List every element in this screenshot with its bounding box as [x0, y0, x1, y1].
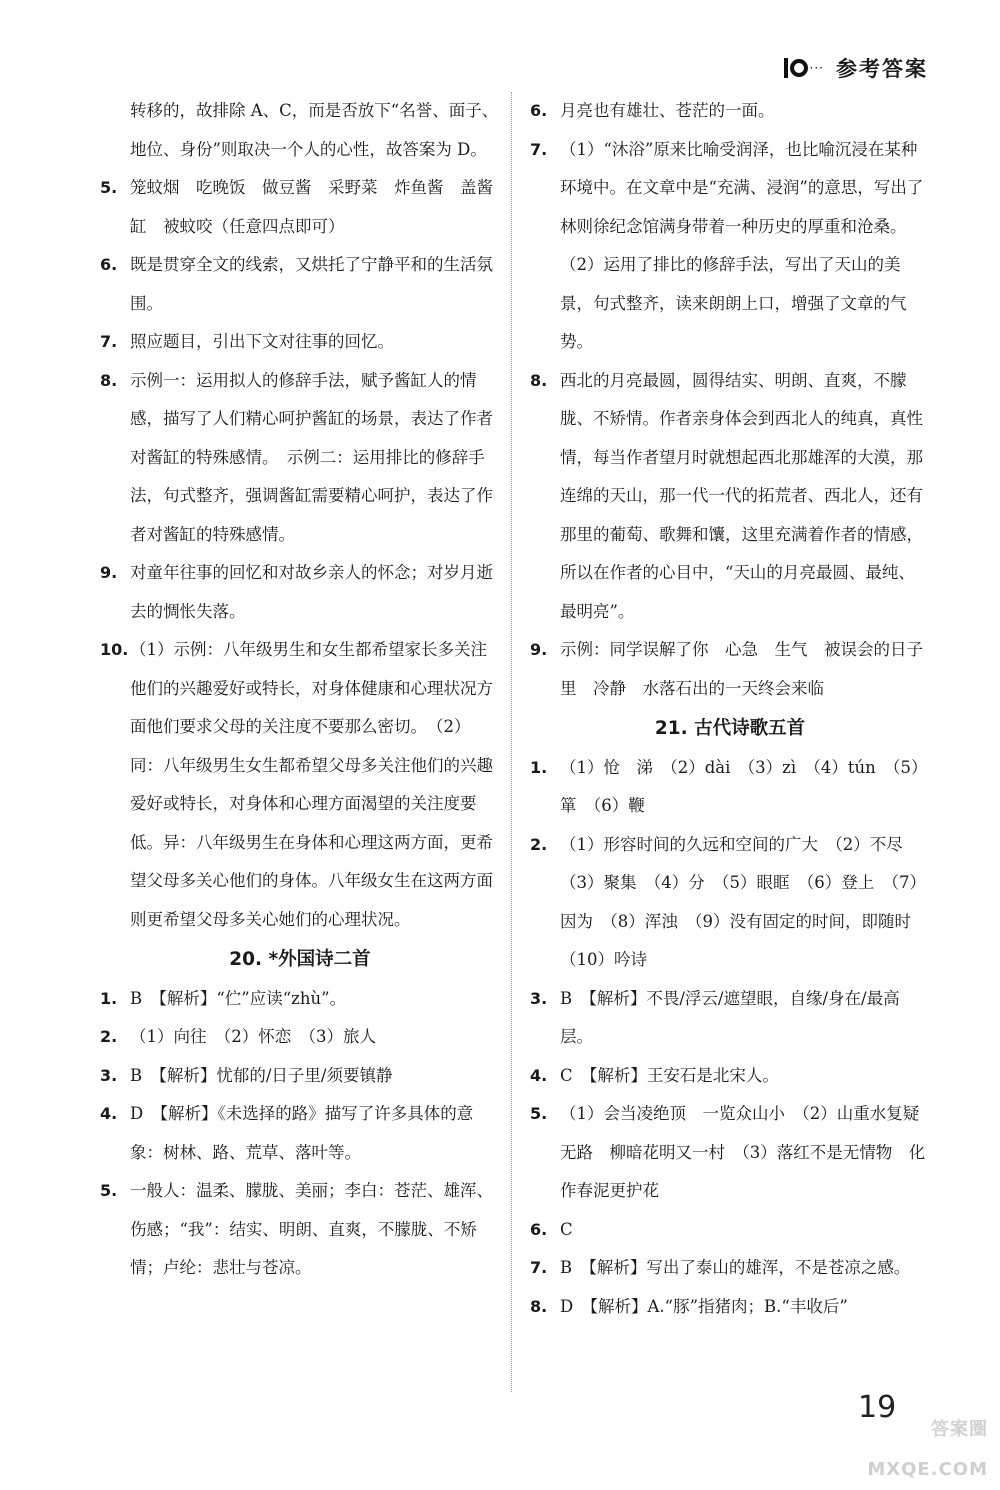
answer-text: 西北的月亮最圆，圆得结实、明朗、直爽，不朦胧、不矫情。作者亲身体会到西北人的纯真，真性情，每当作者望月时就想起西北那雄浑的大漠，那连绵的天山，那一代一代的拓荒者、西北人，还有那里的葡萄、歌舞和馕，这里充满着作者的情感，所以在作者的心目中，“天山的月亮最圆、最纯、最明亮”。	[560, 370, 923, 621]
answer-text: C 【解析】王安石是北宋人。	[560, 1065, 779, 1085]
question-number: 10.	[100, 640, 129, 659]
question-number: 6.	[530, 101, 548, 120]
answer-text: 月亮也有雄壮、苍茫的一面。	[560, 101, 775, 120]
answer-text: B 【解析】忧郁的/日子里/须要镇静	[130, 1065, 393, 1085]
right-column	[530, 92, 930, 1326]
answer-continuation: 转移的，故排除 A、C，而是否放下“名誉、面子、地位、身份”则取决一个人的心性，故答案为 D。	[130, 101, 499, 159]
question-number: 9.	[530, 640, 548, 659]
answer-text: （1）怆 涕 （2）dài （3）zì （4）tún （5）箪 （6）鞭	[560, 757, 928, 815]
page-header	[784, 54, 928, 82]
answer-item	[100, 362, 500, 555]
answer-text: B 【解析】“伫”应读“zhù”。	[130, 988, 347, 1008]
answer-item	[530, 92, 930, 131]
question-number: 7.	[530, 1258, 548, 1277]
answer-item	[100, 1172, 500, 1288]
book-logo-icon: ···	[784, 58, 824, 78]
answer-text: （1）会当凌绝顶 一览众山小 （2）山重水复疑无路 柳暗花明又一村 （3）落红不是无情物 化作春泥更护花	[560, 1104, 926, 1200]
answer-text: 示例：同学误解了你 心急 生气 被误会的日子里 冷静 水落石出的一天终会来临	[560, 640, 923, 698]
question-number: 5.	[530, 1104, 548, 1123]
question-number: 5.	[100, 178, 118, 197]
answer-text: D 【解析】A.“豚”指猪肉；B.“丰收后”	[560, 1296, 848, 1316]
answer-item	[530, 980, 930, 1057]
answer-text: 对童年往事的回忆和对故乡亲人的怀念；对岁月逝去的惆怅失落。	[130, 563, 493, 621]
answer-item	[530, 1095, 930, 1211]
answer-item	[530, 131, 930, 362]
question-number: 7.	[530, 139, 548, 159]
answer-item	[530, 749, 930, 826]
answer-text: D 【解析】《未选择的路》描写了许多具体的意象：树林、路、荒草、落叶等。	[130, 1104, 474, 1162]
section-title: 21. 古代诗歌五首	[654, 718, 806, 739]
answer-text: 示例一：运用拟人的修辞手法，赋予酱缸人的情感，描写了人们精心呵护酱缸的场景，表达了作者对酱缸的特殊感情。 示例二：运用排比的修辞手法，句式整齐，强调酱缸需要精心呵护，表达了作者对酱缸的特殊感情。	[130, 370, 493, 544]
page-number: 19	[858, 1390, 897, 1425]
answer-item	[100, 169, 500, 246]
question-number: 1.	[100, 988, 118, 1008]
answer-item	[100, 1057, 500, 1096]
answer-item	[100, 631, 500, 939]
question-number: 2.	[530, 834, 548, 854]
question-number: 9.	[100, 563, 118, 582]
answer-item	[530, 631, 930, 708]
answer-item	[530, 1211, 930, 1250]
question-number: 4.	[100, 1104, 118, 1123]
question-number: 8.	[530, 370, 548, 390]
question-number: 3.	[100, 1065, 118, 1085]
question-number: 7.	[100, 332, 118, 351]
answer-item	[100, 1018, 500, 1057]
answer-item	[530, 1249, 930, 1288]
answer-text: （1）形容时间的久远和空间的广大 （2）不尽 （3）聚集 （4）分 （5）眼眶 （6）登上 （7）因为 （8）浑浊 （9）没有固定的时间，即随时 （10）吟诗	[560, 834, 928, 969]
question-number: 8.	[100, 370, 118, 390]
answer-text: C	[560, 1219, 573, 1239]
watermark-logo: 答案圈 MXQE.COM	[867, 1419, 988, 1480]
question-number: 2.	[100, 1027, 118, 1046]
question-number: 5.	[100, 1181, 118, 1200]
answer-text: （1）“沐浴”原来比喻受润泽，也比喻沉浸在某种环境中。在文章中是“充满、浸润”的意思，写出了林则徐纪念馆满身带着一种历史的厚重和沧桑。 （2）运用了排比的修辞手法，写出了天山的美景，句式整齐，读来朗朗上口，增强了文章的气势。	[560, 139, 924, 351]
answer-text: 照应题目，引出下文对往事的回忆。	[130, 332, 394, 351]
section-title: 20. *外国诗二首	[229, 949, 371, 970]
question-number: 3.	[530, 988, 548, 1008]
answer-item	[100, 980, 500, 1019]
question-number: 6.	[530, 1219, 548, 1239]
answer-text: B 【解析】不畏/浮云/遮望眼，自缘/身在/最高层。	[560, 988, 900, 1046]
left-column	[100, 92, 500, 1288]
answer-text: （1）示例：八年级男生和女生都希望家长多关注他们的兴趣爱好或特长，对身体健康和心理状况方面他们要求父母的关注度不要那么密切。 （2）同：八年级男生女生都希望父母多关注他们的兴趣爱好或特长，对身体和心理方面渴望的关注度要低。异：八年级男生在身体和心理这两方面，更希望父母多关心他们的身体。八年级女生在这两方面则更希望父母多关心她们的心理状况。	[130, 640, 493, 929]
answer-item	[530, 1288, 930, 1327]
answer-text: 一般人：温柔、朦胧、美丽；李白：苍茫、雄浑、伤感；“我”：结实、明朗、直爽，不朦胧、不矫情；卢纶：悲壮与苍凉。	[130, 1181, 493, 1277]
answer-item	[100, 246, 500, 323]
answer-text: B 【解析】写出了泰山的雄浑，不是苍凉之感。	[560, 1258, 911, 1277]
header-title: 参考答案	[836, 57, 928, 81]
answer-text: （1）向往 （2）怀恋 （3）旅人	[130, 1027, 376, 1046]
answer-item	[530, 362, 930, 632]
question-number: 4.	[530, 1065, 548, 1085]
question-number: 6.	[100, 255, 118, 274]
answer-item	[530, 826, 930, 980]
question-number: 1.	[530, 757, 548, 777]
question-number: 8.	[530, 1296, 548, 1316]
answer-item	[100, 554, 500, 631]
answer-item	[530, 1057, 930, 1096]
answer-item	[100, 323, 500, 362]
column-divider	[511, 92, 512, 1392]
answer-text: 既是贯穿全文的线索，又烘托了宁静平和的生活氛围。	[130, 255, 493, 313]
answer-item	[100, 1095, 500, 1172]
answer-text: 笼蚊烟 吃晚饭 做豆酱 采野菜 炸鱼酱 盖酱缸 被蚊咬（任意四点即可）	[130, 178, 493, 236]
